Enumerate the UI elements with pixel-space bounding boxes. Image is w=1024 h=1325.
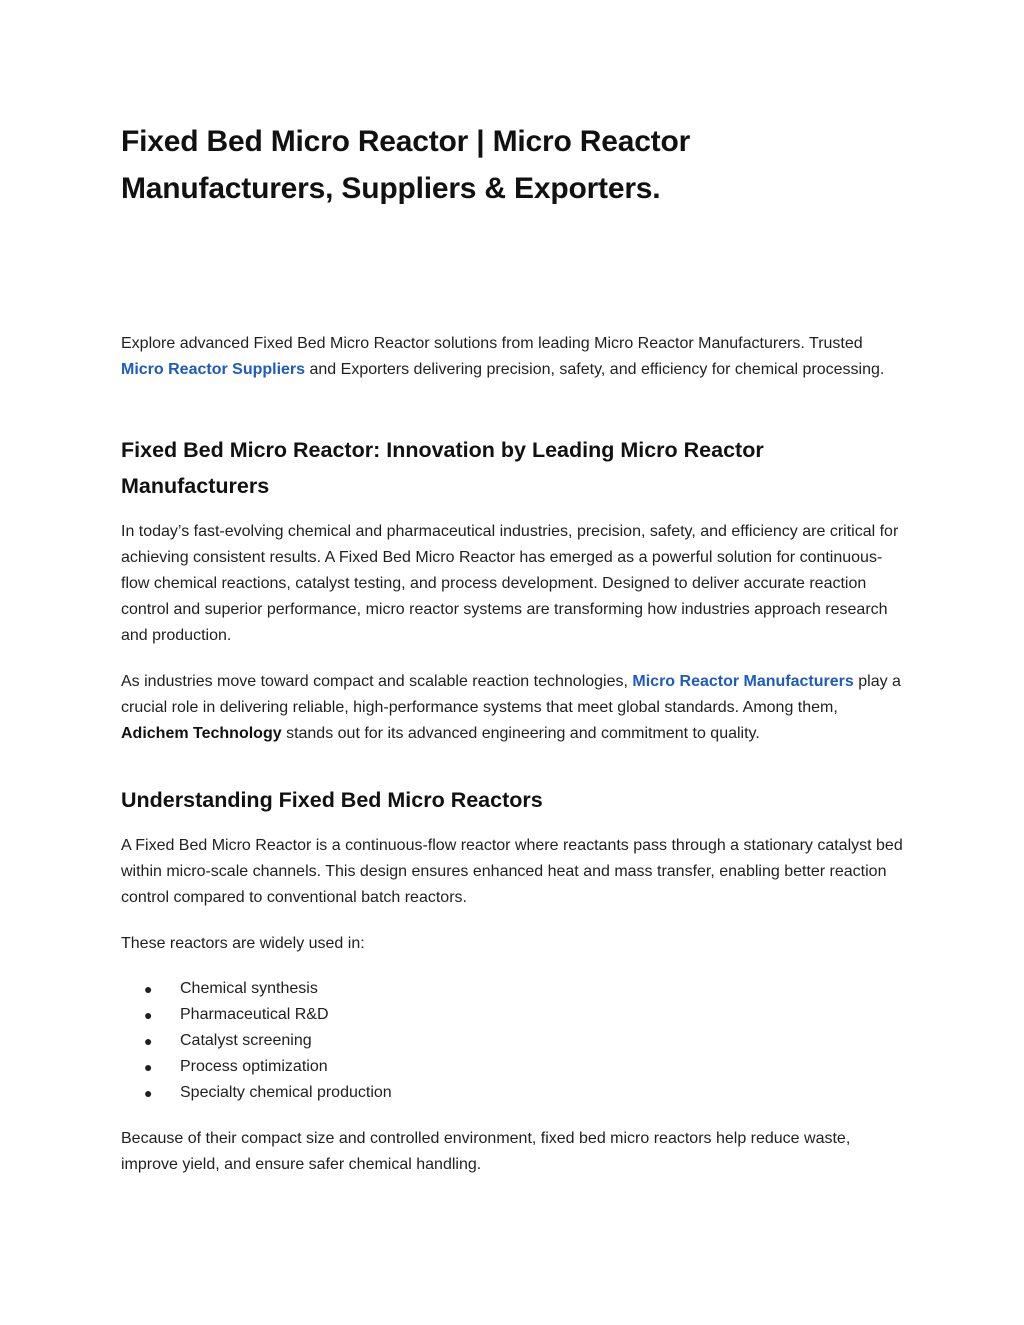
bullet-icon: ● <box>144 1033 153 1049</box>
list-item-label: Specialty chemical production <box>180 1084 392 1101</box>
intro-text-end: and Exporters delivering precision, safety, and efficiency for chemical processing. <box>309 361 885 378</box>
section1-paragraph-1: In today’s fast-evolving chemical and pharmaceutical industries, precision, safety, and efficiency are critical for achieving consistent results. A Fixed Bed Micro Reactor has emerged as a powerful solution for continuous-flow chemical reactions, catalyst testing, and process development. Designed to deliver accurate reaction control and superior performance, micro reactor systems are transforming how industries approach research and production. <box>121 523 899 644</box>
list-item <box>121 1028 904 1054</box>
section2-paragraph-1: A Fixed Bed Micro Reactor is a continuous-flow reactor where reactants pass through a stationary catalyst bed within micro-scale channels. This design ensures enhanced heat and mass transfer, enabling better reaction control compared to conventional batch reactors. <box>121 837 903 906</box>
list-item-label: Process optimization <box>180 1058 328 1075</box>
bullet-icon: ● <box>144 1007 153 1023</box>
intro-text-start: Explore advanced Fixed Bed Micro Reactor solutions from leading Micro Reactor Manufacturers. Trusted <box>121 335 863 352</box>
para2-text-start: As industries move toward compact and scalable reaction technologies, <box>121 673 628 690</box>
para2-text-middle: play a crucial role in delivering reliable, high-performance systems that meet global standards. Among them, <box>121 673 901 716</box>
list-item-label: Pharmaceutical R&D <box>180 1006 329 1023</box>
list-item <box>121 1080 904 1106</box>
page-title: Fixed Bed Micro Reactor | Micro Reactor Manufacturers, Suppliers & Exporters. <box>121 125 691 205</box>
uses-list <box>121 976 904 1106</box>
list-item <box>121 976 904 1002</box>
list-item <box>121 1054 904 1080</box>
intro-paragraph <box>121 331 904 383</box>
bullet-icon: ● <box>144 1059 153 1075</box>
list-item <box>121 1002 904 1028</box>
para2-text-end: stands out for its advanced engineering and commitment to quality. <box>286 725 760 742</box>
section1-paragraph-2 <box>121 669 904 747</box>
list-item-label: Catalyst screening <box>180 1032 312 1049</box>
uses-list-intro: These reactors are widely used in: <box>121 935 365 952</box>
closing-paragraph: Because of their compact size and controlled environment, fixed bed micro reactors help reduce waste, improve yield, and ensure safer chemical handling. <box>121 1130 851 1173</box>
bullet-icon: ● <box>144 1085 153 1101</box>
micro-reactor-suppliers-link[interactable]: Micro Reactor Suppliers <box>121 361 306 378</box>
section-heading-innovation: Fixed Bed Micro Reactor: Innovation by Leading Micro Reactor Manufacturers <box>121 438 764 498</box>
section-heading-understanding: Understanding Fixed Bed Micro Reactors <box>121 788 543 812</box>
company-name: Adichem Technology <box>121 725 282 742</box>
list-item-label: Chemical synthesis <box>180 980 318 997</box>
bullet-icon: ● <box>144 981 153 997</box>
micro-reactor-manufacturers-link[interactable]: Micro Reactor Manufacturers <box>632 673 854 690</box>
